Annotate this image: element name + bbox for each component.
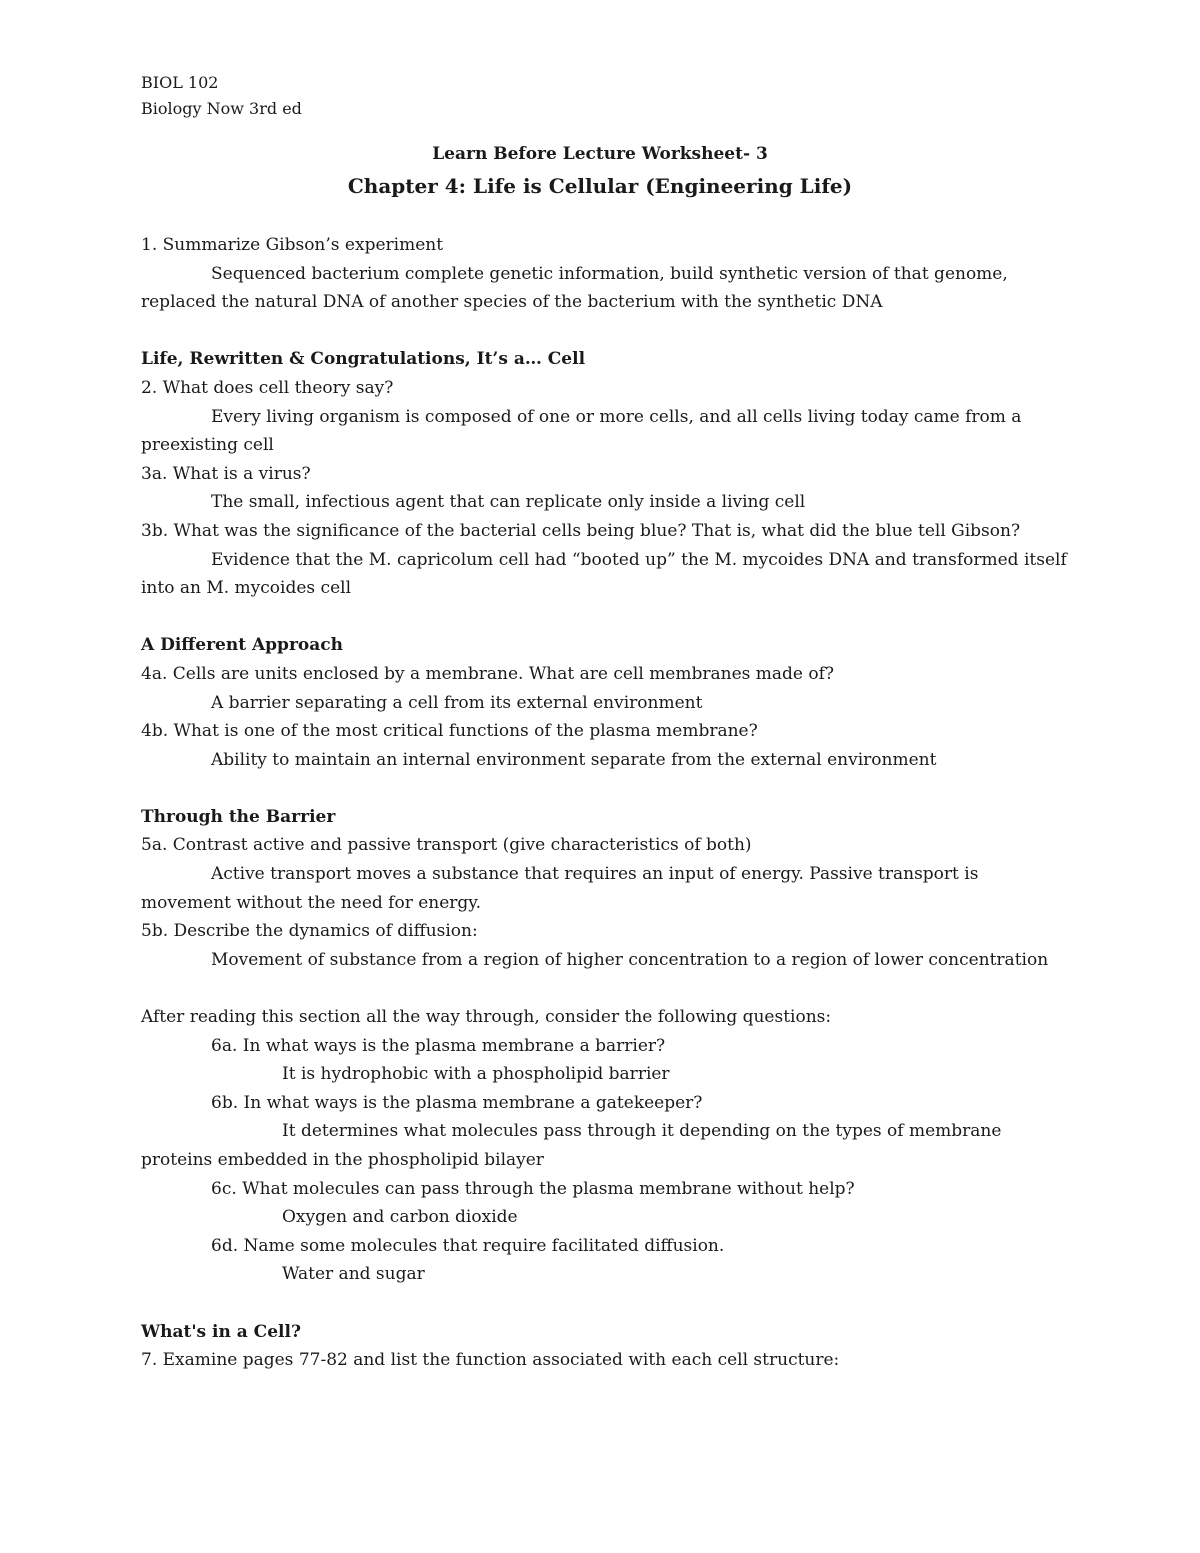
answer-4a: A barrier separating a cell from its external environment (211, 692, 703, 713)
question-1: 1. Summarize Gibson’s experiment (141, 235, 444, 255)
section-heading-barrier: Through the Barrier (141, 806, 336, 827)
answer-4b: Ability to maintain an internal environment separate from the external environment (211, 749, 937, 770)
section-heading-approach: A Different Approach (141, 635, 343, 656)
textbook-name: Biology Now 3rd ed (141, 99, 302, 118)
answer-6a: It is hydrophobic with a phospholipid barrier (282, 1064, 670, 1085)
spacer (141, 1289, 1071, 1318)
question-6b: 6b. In what ways is the plasma membrane a gatekeeper? (211, 1092, 703, 1113)
question-4b: 4b. What is one of the most critical functions of the plasma membrane? (141, 721, 758, 742)
spacer (141, 603, 1071, 632)
question-5a: 5a. Contrast active and passive transport (give characteristics of both) (141, 835, 752, 856)
section-heading-life: Life, Rewritten & Congratulations, It’s a… Cell (141, 349, 586, 370)
worksheet-title: Learn Before Lecture Worksheet- 3 (432, 144, 768, 164)
worksheet-body (141, 231, 1071, 1375)
course-code: BIOL 102 (141, 73, 219, 92)
section-heading-cell: What's in a Cell? (141, 1321, 301, 1342)
answer-6d: Water and sugar (282, 1264, 425, 1285)
answer-6c: Oxygen and carbon dioxide (282, 1207, 518, 1228)
chapter-title: Chapter 4: Life is Cellular (Engineering Life) (347, 174, 853, 198)
answer-5a: Active transport moves a substance that requires an input of energy. Passive transport is movement without the need for energy. (141, 864, 979, 913)
answer-1: Sequenced bacterium complete genetic information, build synthetic version of that genome, replaced the natural DNA of another species of the bacterium with the synthetic DNA (141, 263, 1008, 313)
answer-5b: Movement of substance from a region of higher concentration to a region of lower concentration (211, 949, 1049, 970)
spacer (141, 774, 1071, 803)
question-7: 7. Examine pages 77-82 and list the function associated with each cell structure: (141, 1350, 840, 1371)
question-5b: 5b. Describe the dynamics of diffusion: (141, 921, 478, 942)
question-3a: 3a. What is a virus? (141, 463, 311, 484)
section-intro-after: After reading this section all the way through, consider the following questions: (141, 1007, 832, 1028)
answer-6b: It determines what molecules pass through it depending on the types of membrane proteins embedded in the phospholipid bilayer (141, 1121, 1002, 1170)
spacer (141, 974, 1071, 1003)
question-6c: 6c. What molecules can pass through the plasma membrane without help? (211, 1178, 855, 1199)
question-3b: 3b. What was the significance of the bacterial cells being blue? That is, what did the blue tell Gibson? (141, 520, 1021, 541)
question-6d: 6d. Name some molecules that require facilitated diffusion. (211, 1235, 725, 1256)
spacer (141, 317, 1071, 346)
answer-3a: The small, infectious agent that can replicate only inside a living cell (211, 492, 806, 513)
answer-2: Every living organism is composed of one or more cells, and all cells living today came from a preexisting cell (141, 406, 1022, 456)
question-6a: 6a. In what ways is the plasma membrane a barrier? (211, 1035, 666, 1056)
question-2: 2. What does cell theory say? (141, 377, 394, 398)
answer-3b: Evidence that the M. capricolum cell had “booted up” the M. mycoides DNA and transformed itself into an M. mycoides cell (141, 549, 1067, 599)
question-4a: 4a. Cells are units enclosed by a membrane. What are cell membranes made of? (141, 663, 835, 684)
